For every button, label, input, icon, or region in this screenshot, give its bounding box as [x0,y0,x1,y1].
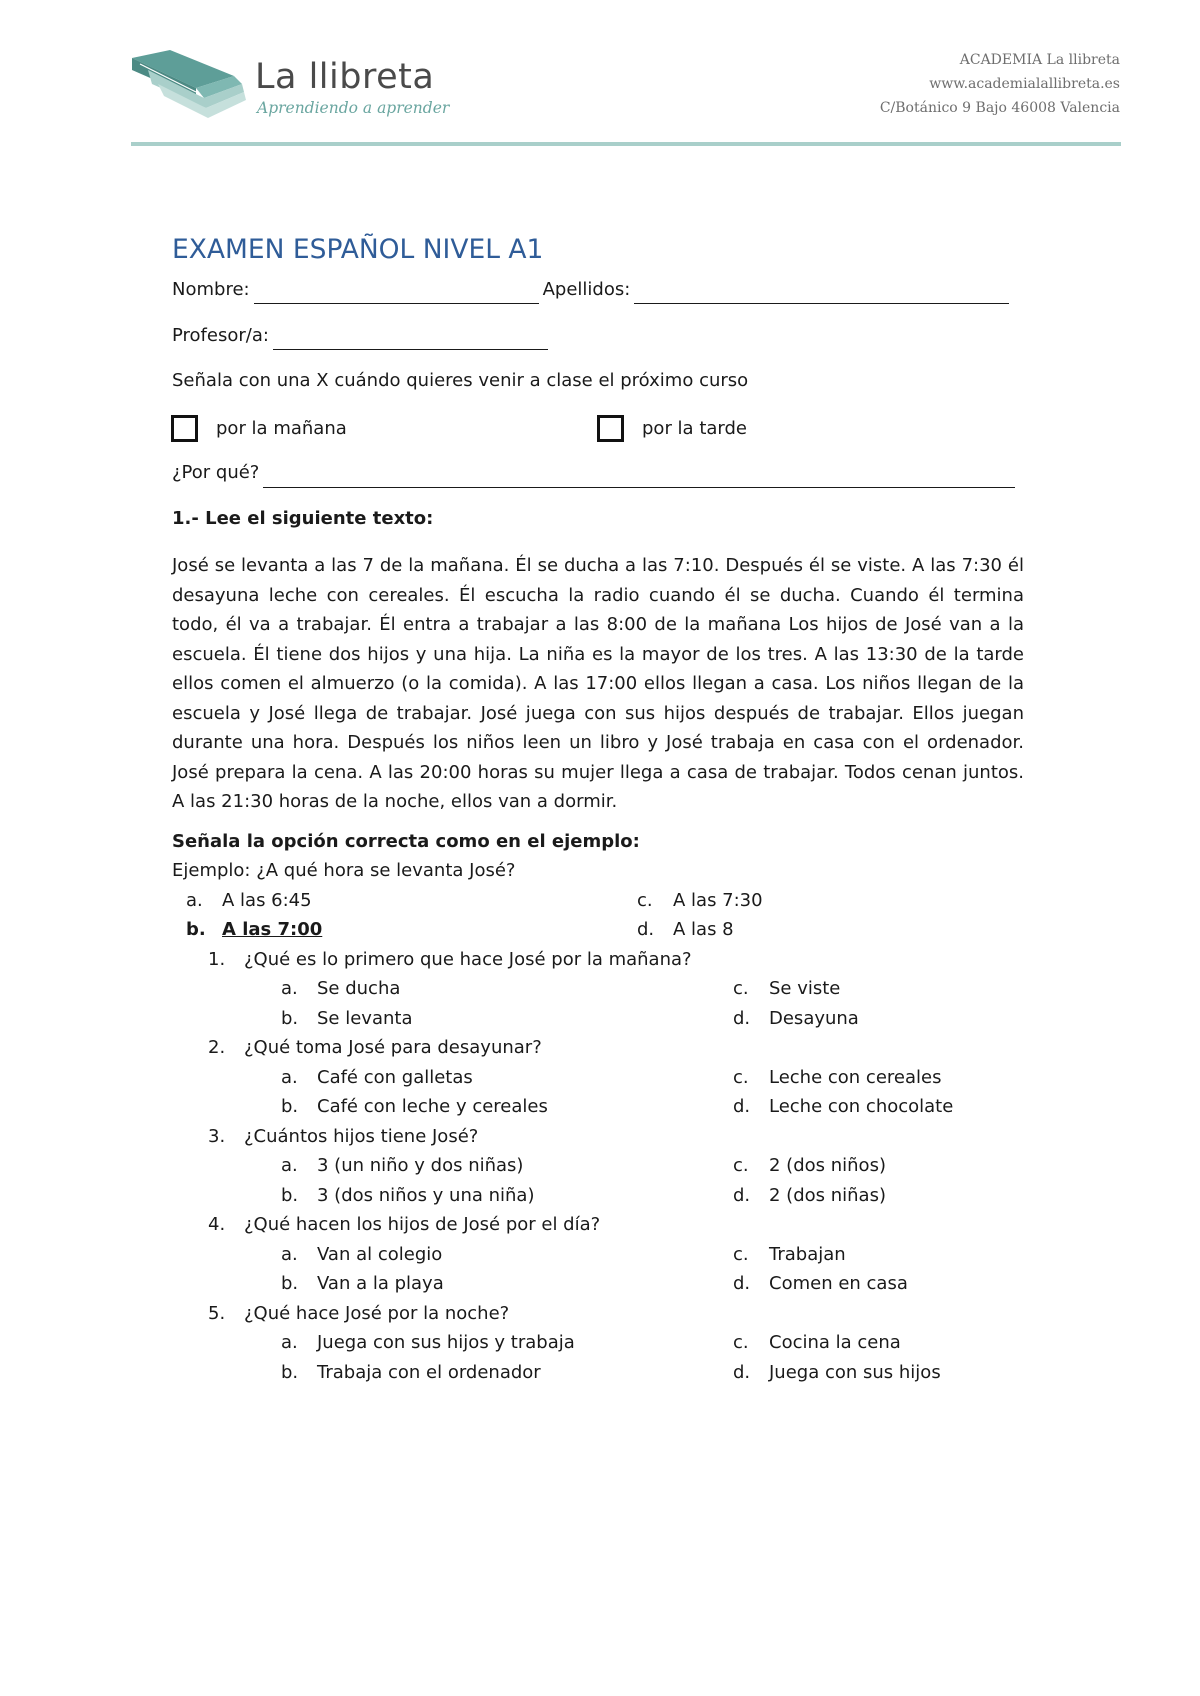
question-5-options-row-2 [172,1358,1024,1388]
instruction: Señala la opción correcta como en el ejemplo: [172,830,640,852]
option-text-selected: A las 7:00 [222,919,323,940]
option-text: A las 8 [673,919,734,940]
morning-option [172,414,598,444]
option-letter: d. [733,1096,751,1117]
question-4-option-d[interactable] [733,1269,908,1299]
question-5 [172,1299,1024,1329]
option-letter: c. [733,1066,749,1088]
afternoon-label: por la tarde [642,417,747,439]
nombre-field[interactable] [254,281,539,304]
option-letter: d. [733,1184,751,1206]
question-5-option-b[interactable] [172,1358,733,1388]
option-letter: a. [281,1155,298,1176]
why-row [172,458,1024,488]
section1-title: 1.- Lee el siguiente texto: [172,507,434,529]
profesor-field[interactable] [273,327,548,350]
question-5-option-d[interactable] [733,1358,941,1388]
question-1-option-c[interactable] [733,974,840,1004]
question-3-option-b[interactable] [172,1181,733,1211]
option-text: Se ducha [317,978,401,999]
question-5-option-a[interactable] [172,1328,733,1358]
option-text: 2 (dos niños) [769,1155,886,1176]
example-question: Ejemplo: ¿A qué hora se levanta José? [172,860,516,881]
question-1-option-d[interactable] [733,1004,859,1034]
book-logo-icon [130,48,248,120]
apellidos-label: Apellidos: [542,278,631,300]
option-text: 3 (dos niños y una niña) [317,1184,535,1206]
name-row [172,274,1024,304]
question-text: ¿Cuántos hijos tiene José? [244,1125,479,1147]
morning-label: por la mañana [216,417,347,439]
schedule-options [172,412,1024,446]
profesor-label: Profesor/a: [172,324,269,346]
question-number: 2. [208,1037,226,1058]
afternoon-checkbox[interactable] [597,415,624,442]
brand-tagline: Aprendiendo a aprender [257,99,450,117]
option-text: Van a la playa [317,1273,444,1294]
option-text: Van al colegio [317,1243,443,1265]
option-letter: a. [281,1332,298,1353]
question-1-options-row-2 [172,1004,1024,1034]
option-text: Juega con sus hijos y trabaja [317,1332,575,1353]
question-number: 5. [208,1302,226,1324]
example-option-b[interactable] [172,915,637,945]
academy-website: www.academialallibreta.es [929,76,1120,92]
option-text: Juega con sus hijos [769,1361,941,1383]
option-letter: b. [281,1184,299,1206]
option-text: Leche con chocolate [769,1096,954,1117]
morning-checkbox[interactable] [171,415,198,442]
option-letter: a. [281,1243,298,1265]
why-field[interactable] [263,465,1015,488]
question-2-option-a[interactable] [172,1063,733,1093]
question-2-option-b[interactable] [172,1092,733,1122]
question-3-option-d[interactable] [733,1181,886,1211]
option-text: Desayuna [769,1007,859,1029]
academy-info [880,48,1120,120]
question-3-options-row-1 [172,1151,1024,1181]
academy-address: C/Botánico 9 Bajo 46008 Valencia [879,100,1120,116]
questions-list [172,945,1024,1388]
question-4-option-a[interactable] [172,1240,733,1270]
question-4 [172,1210,1024,1240]
question-text: ¿Qué hacen los hijos de José por el día? [244,1214,601,1235]
option-letter: c. [733,1243,749,1265]
question-2-option-d[interactable] [733,1092,953,1122]
question-1-option-b[interactable] [172,1004,733,1034]
option-text: Comen en casa [769,1273,908,1294]
option-text: Se viste [769,978,841,999]
question-3-option-a[interactable] [172,1151,733,1181]
example-options-row-1 [172,886,1024,916]
option-text: Leche con cereales [769,1066,942,1088]
question-4-options-row-2 [172,1269,1024,1299]
option-letter: c. [733,978,749,999]
option-letter: b. [186,919,206,940]
example-option-a[interactable] [172,886,637,916]
question-1 [172,945,1024,975]
option-letter: a. [186,889,203,911]
option-letter: c. [733,1332,749,1353]
option-letter: d. [733,1361,751,1383]
option-letter: b. [281,1007,299,1029]
option-letter: c. [637,889,653,911]
question-2-options-row-1 [172,1063,1024,1093]
option-letter: d. [637,919,655,940]
option-text: A las 6:45 [222,889,312,911]
question-number: 3. [208,1125,226,1147]
question-text: ¿Qué hace José por la noche? [244,1302,510,1324]
profesor-row [172,320,1024,350]
question-2-options-row-2 [172,1092,1024,1122]
question-5-options-row-1 [172,1328,1024,1358]
option-letter: d. [733,1273,751,1294]
option-text: Trabajan [769,1243,846,1265]
option-letter: d. [733,1007,751,1029]
option-text: Café con leche y cereales [317,1096,548,1117]
question-text: ¿Qué es lo primero que hace José por la mañana? [244,948,692,970]
option-letter: a. [281,1066,298,1088]
apellidos-field[interactable] [634,281,1009,304]
question-3-option-c[interactable] [733,1151,886,1181]
question-2-option-c[interactable] [733,1063,941,1093]
option-text: Café con galletas [317,1066,473,1088]
why-label: ¿Por qué? [172,462,260,483]
question-number: 4. [208,1214,226,1235]
option-letter: b. [281,1361,299,1383]
option-letter: a. [281,978,298,999]
question-1-options-row-1 [172,974,1024,1004]
option-letter: c. [733,1155,749,1176]
option-letter: b. [281,1096,299,1117]
exam-title: EXAMEN ESPAÑOL NIVEL A1 [172,234,544,265]
question-5-option-c[interactable] [733,1328,901,1358]
option-text: 2 (dos niñas) [769,1184,886,1206]
option-text: Trabaja con el ordenador [317,1361,541,1383]
option-text: Se levanta [317,1007,413,1029]
brand-name: La llibreta [255,57,435,97]
question-text: ¿Qué toma José para desayunar? [244,1037,542,1058]
option-text: 3 (un niño y dos niñas) [317,1155,524,1176]
nombre-label: Nombre: [172,278,250,300]
question-4-option-c[interactable] [733,1240,846,1270]
schedule-prompt: Señala con una X cuándo quieres venir a clase el próximo curso [172,370,749,391]
question-number: 1. [208,948,226,970]
exam-body [172,230,1024,1387]
example-options-row-2 [172,915,1024,945]
question-3 [172,1122,1024,1152]
academy-name: ACADEMIA La llibreta [959,52,1120,68]
reading-text: José se levanta a las 7 de la mañana. Él se ducha a las 7:10. Después él se viste. A las 7:30 él desayuna leche con cereales. Él escucha la radio cuando él se ducha. Cuando él termina todo, él va a trabajar. Él entra a trabajar a las 8:00 de la mañana Los hijos de José van a la escuela. Él tiene dos hijos y una hija. La niña es la mayor de los tres. A las 13:30 de la tarde ellos comen el almuerzo (o la comida). A las 17:00 ellos llegan a casa. Los niños llegan de la escuela y José llega de trabajar. José juega con sus hijos después de trabajar. Ellos juegan durante una hora. Después los niños leen un libro y José trabaja en casa con el ordenador. José prepara la cena. A las 20:00 horas su mujer llega a casa de trabajar. Todos cenan juntos. A las 21:30 horas de la noche, ellos van a dormir. [172,555,1024,812]
example-option-d[interactable] [637,915,734,945]
example-option-c[interactable] [637,886,763,916]
option-text: A las 7:30 [673,889,763,911]
option-text: Cocina la cena [769,1332,901,1353]
afternoon-option [598,414,1024,444]
option-letter: b. [281,1273,299,1294]
question-3-options-row-2 [172,1181,1024,1211]
question-4-option-b[interactable] [172,1269,733,1299]
question-1-option-a[interactable] [172,974,733,1004]
header-divider [131,142,1121,146]
question-4-options-row-1 [172,1240,1024,1270]
question-2 [172,1033,1024,1063]
